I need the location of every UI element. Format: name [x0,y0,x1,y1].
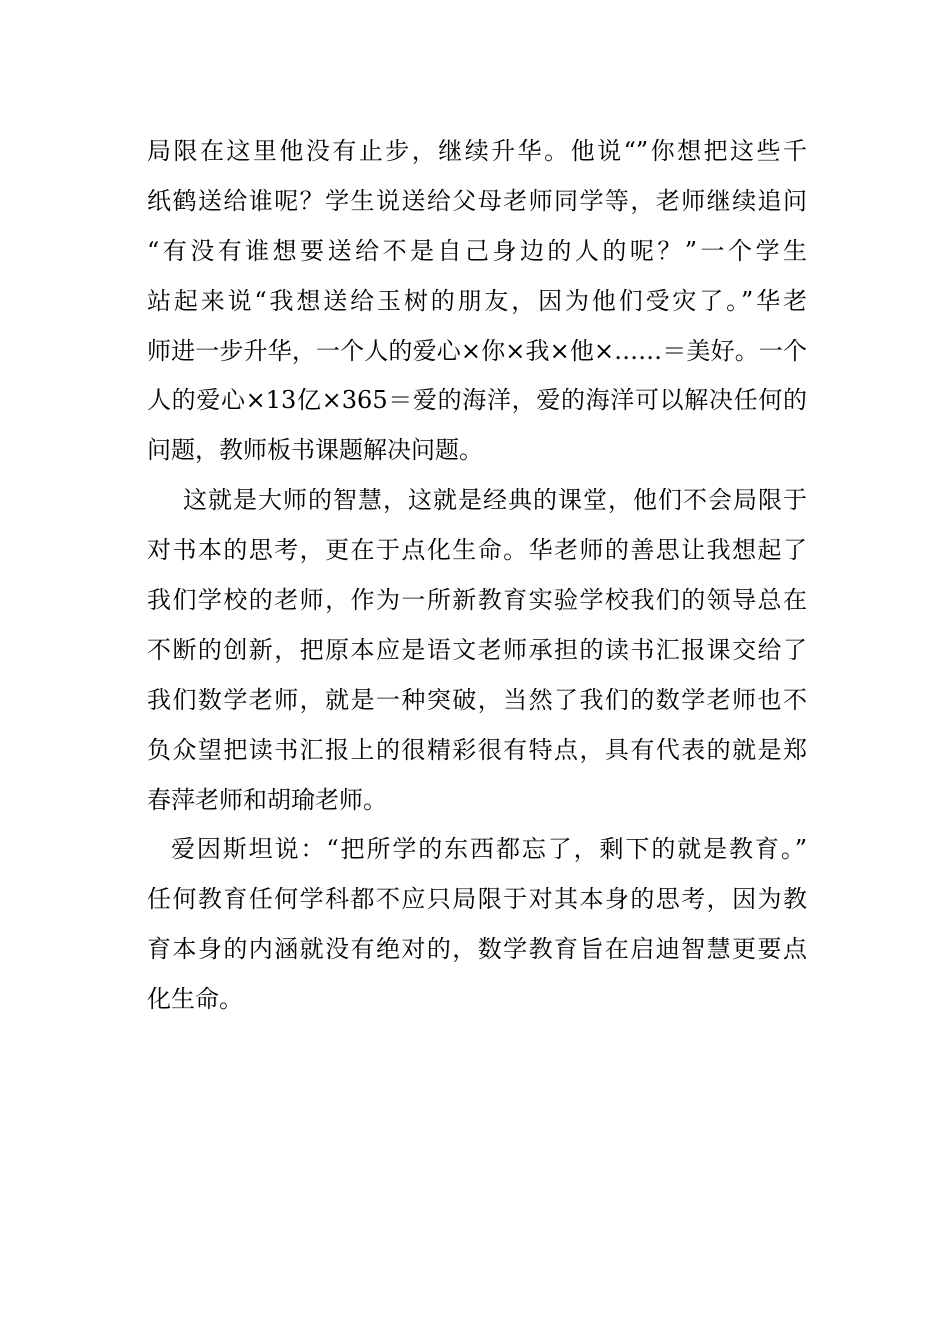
document-body [147,127,807,1025]
paragraph-2 [147,476,807,825]
text-line: 我们数学老师，就是一种突破，当然了我们的数学老师也不 [147,685,807,714]
text-line: 负众望把读书汇报上的很精彩很有特点，具有代表的就是郑 [147,735,807,764]
text-line: 站起来说“我想送给玉树的朋友，因为他们受灾了。”华老 [147,286,807,315]
text-line: 不断的创新，把原本应是语文老师承担的读书汇报课交给了 [147,635,807,664]
text-line: 问题，教师板书课题解决问题。 [147,436,483,465]
text-line: 爱因斯坦说：“把所学的东西都忘了，剩下的就是教育。” [171,835,807,864]
text-line: 人的爱心×13亿×365＝爱的海洋，爱的海洋可以解决任何的 [147,386,807,415]
text-line: 任何教育任何学科都不应只局限于对其本身的思考，因为教 [147,885,807,914]
text-line: 我们学校的老师，作为一所新教育实验学校我们的领导总在 [147,586,807,615]
text-line: 春萍老师和胡瑜老师。 [147,785,387,814]
text-line: 这就是大师的智慧，这就是经典的课堂，他们不会局限于 [183,486,807,515]
text-line: 育本身的内涵就没有绝对的，数学教育旨在启迪智慧更要点 [147,935,807,964]
text-line: “有没有谁想要送给不是自己身边的人的呢？”一个学生 [147,236,807,265]
text-line: 化生命。 [147,985,243,1014]
paragraph-1 [147,127,807,476]
text-line: 对书本的思考，更在于点化生命。华老师的善思让我想起了 [147,536,807,565]
text-line: 师进一步升华，一个人的爱心×你×我×他×……＝美好。一个 [147,336,807,365]
text-line: 局限在这里他没有止步，继续升华。他说“”你想把这些千 [147,137,807,165]
paragraph-3 [147,825,807,1025]
text-line: 纸鹤送给谁呢？学生说送给父母老师同学等，老师继续追问 [147,186,807,215]
